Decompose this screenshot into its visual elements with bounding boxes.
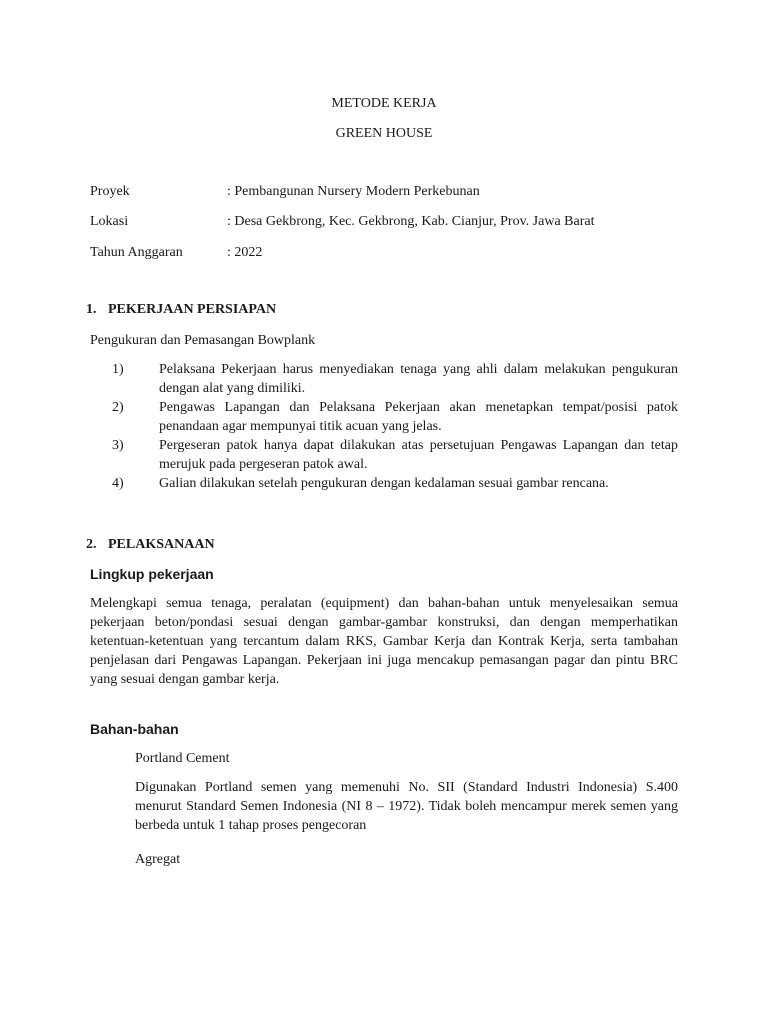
list-item (112, 398, 678, 436)
budget-year-value: : 2022 (227, 245, 263, 260)
list-item (112, 360, 678, 398)
section-2-heading (86, 535, 215, 554)
list-item (112, 474, 678, 493)
project-label: Proyek (90, 184, 130, 199)
aggregate-heading: Agregat (135, 852, 181, 867)
budget-year-label: Tahun Anggaran (90, 245, 183, 260)
list-item-number: 1) (112, 362, 124, 377)
list-item-text: Pergeseran patok hanya dapat dilakukan atas persetujuan Pengawas Lapangan dan tetap merujuk pada pergeseran patok awal. (159, 438, 678, 472)
list-item-number: 2) (112, 400, 124, 415)
section-1-subtitle: Pengukuran dan Pemasangan Bowplank (90, 333, 316, 348)
list-item-text: Galian dilakukan setelah pengukuran dengan kedalaman sesuai gambar rencana. (159, 476, 609, 491)
list-item-text: Pengawas Lapangan dan Pelaksana Pekerjaan akan menetapkan tempat/posisi patok penandaan agar mempunyai titik acuan yang jelas. (159, 400, 678, 434)
list-item-number: 4) (112, 476, 124, 491)
document-subtitle: GREEN HOUSE (335, 126, 433, 141)
list-item (112, 436, 678, 474)
section-1-heading (86, 300, 276, 319)
location-row (90, 212, 690, 232)
scope-heading: Lingkup pekerjaan (90, 566, 214, 582)
section-2-number: 2. (86, 537, 97, 552)
section-1-title: PEKERJAAN PERSIAPAN (108, 302, 277, 317)
project-value: : Pembangunan Nursery Modern Perkebunan (227, 184, 480, 199)
section-1-number: 1. (86, 302, 97, 317)
location-label: Lokasi (90, 214, 129, 229)
budget-year-row (90, 243, 690, 263)
document-title: METODE KERJA (331, 96, 437, 111)
cement-paragraph: Digunakan Portland semen yang memenuhi No. SII (Standard Industri Indonesia) S.400 menurut Standard Semen Indonesia (NI 8 – 1972). Tidak boleh mencampur merek semen yang berbeda untuk 1 tahap proses pengecoran (135, 780, 678, 833)
project-row (90, 182, 690, 202)
section-2-title: PELAKSANAAN (108, 537, 215, 552)
materials-heading: Bahan-bahan (90, 721, 179, 737)
list-item-number: 3) (112, 438, 124, 453)
list-item-text: Pelaksana Pekerjaan harus menyediakan tenaga yang ahli dalam melakukan pengukuran dengan alat yang dimiliki. (159, 362, 678, 396)
location-value: : Desa Gekbrong, Kec. Gekbrong, Kab. Cianjur, Prov. Jawa Barat (227, 214, 595, 229)
preparation-list (112, 360, 678, 493)
scope-paragraph: Melengkapi semua tenaga, peralatan (equipment) dan bahan-bahan untuk menyelesaikan semua pekerjaan beton/pondasi sesuai dengan gambar-gambar konstruksi, dan dengan memperhatikan ketentuan-ketentuan yang tercantum dalam RKS, Gambar Kerja dan Kontrak Kerja, serta tambahan penjelasan dari Pengawas Lapangan. Pekerjaan ini juga mencakup pemasangan pagar dan pintu BRC yang sesuai dengan gambar kerja. (90, 596, 678, 687)
cement-heading: Portland Cement (135, 751, 230, 766)
